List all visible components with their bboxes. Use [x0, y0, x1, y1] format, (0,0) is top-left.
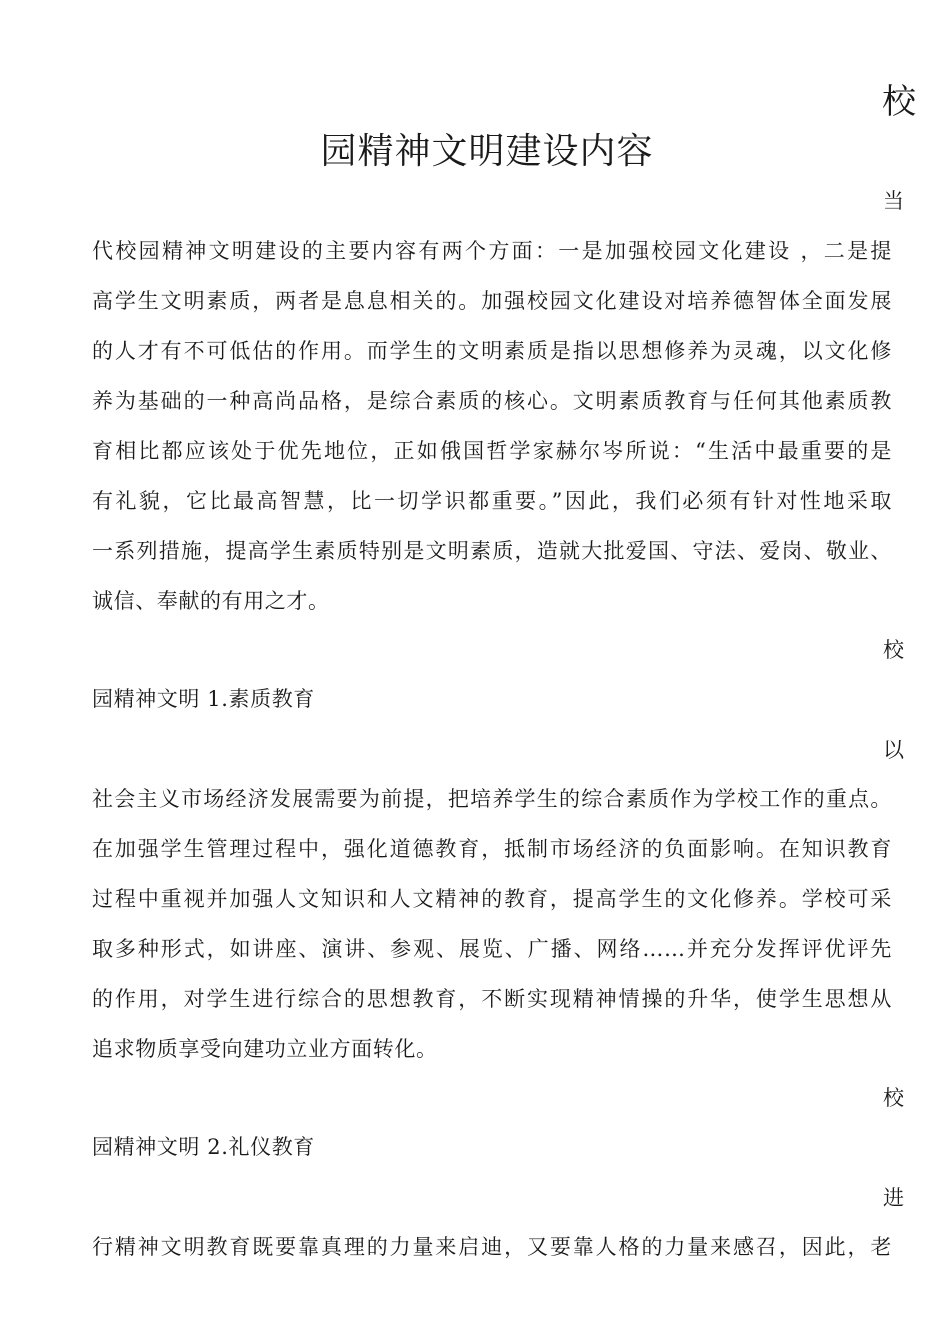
paragraph-line: 追求物质享受向建功立业方面转化。 [92, 1037, 438, 1061]
paragraph-line: 的作用，对学生进行综合的思想教育，不断实现精神情操的升华，使学生思想从 [92, 987, 892, 1011]
paragraph-line: 代校园精神文明建设的主要内容有两个方面：一是加强校园文化建设 ，二是提 [92, 239, 892, 263]
section-heading: 园精神文明 2.礼仪教育 [92, 1135, 315, 1159]
heading-lead-char: 校 [883, 1086, 904, 1110]
heading-lead-char: 校 [883, 638, 904, 662]
paragraph-line: 诚信、奉献的有用之才。 [92, 589, 330, 613]
paragraph-line: 高学生文明素质，两者是息息相关的。加强校园文化建设对培养德智体全面发展 [92, 289, 892, 313]
paragraph-line: 有礼貌，它比最高智慧，比一切学识都重要。”因此，我们必须有针对性地采取 [92, 489, 892, 513]
paragraph-line: 过程中重视并加强人文知识和人文精神的教育，提高学生的文化修养。学校可采 [92, 887, 892, 911]
paragraph-line: 的人才有不可低估的作用。而学生的文明素质是指以思想修养为灵魂，以文化修 [92, 339, 892, 363]
paragraph-line: 养为基础的一种高尚品格，是综合素质的核心。文明素质教育与任何其他素质教 [92, 389, 892, 413]
paragraph-lead-char: 以 [883, 738, 904, 762]
paragraph-line: 行精神文明教育既要靠真理的力量来启迪，又要靠人格的力量来感召，因此，老 [92, 1235, 892, 1259]
paragraph-line: 社会主义市场经济发展需要为前提，把培养学生的综合素质作为学校工作的重点。 [92, 787, 892, 811]
paragraph-line: 育相比都应该处于优先地位，正如俄国哲学家赫尔岑所说：“生活中最重要的是 [92, 439, 892, 463]
page-title: 园精神文明建设内容 [320, 131, 654, 172]
paragraph-lead-char: 当 [883, 189, 904, 213]
paragraph-line: 在加强学生管理过程中，强化道德教育，抵制市场经济的负面影响。在知识教育 [92, 837, 892, 861]
title-lead-char: 校 [882, 82, 916, 122]
paragraph-line: 一系列措施，提高学生素质特别是文明素质，造就大批爱国、守法、爱岗、敬业、 [92, 539, 892, 563]
paragraph-lead-char: 进 [883, 1186, 904, 1210]
section-heading: 园精神文明 1.素质教育 [92, 687, 315, 711]
paragraph-line: 取多种形式，如讲座、演讲、参观、展览、广播、网络……并充分发挥评优评先 [92, 937, 892, 961]
